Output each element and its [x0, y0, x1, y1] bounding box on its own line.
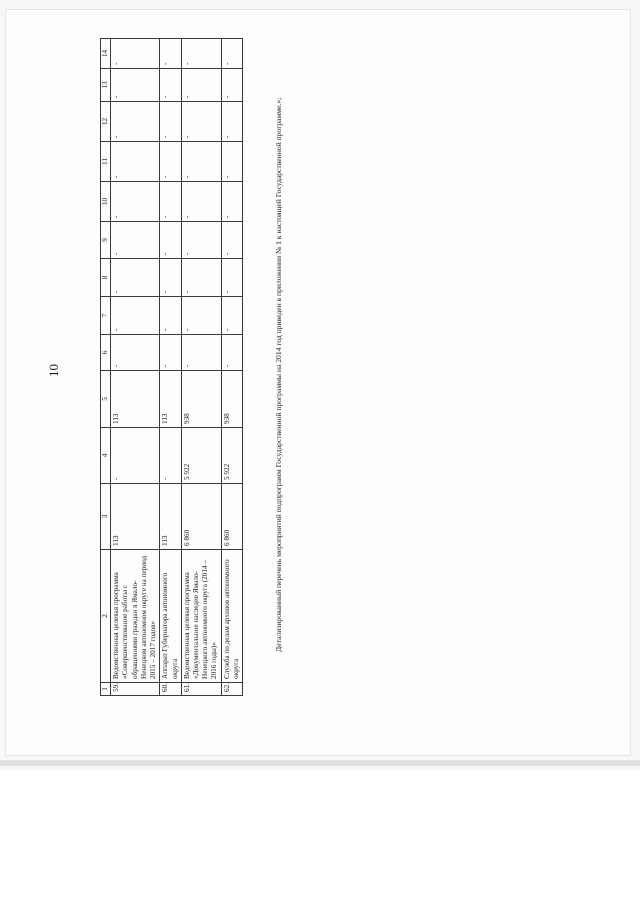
- header-cell: 6: [101, 335, 111, 371]
- value-cell: -: [181, 222, 221, 259]
- header-cell: 9: [101, 222, 111, 259]
- value-cell: 113: [160, 484, 181, 550]
- header-cell: 7: [101, 297, 111, 335]
- value-cell: 6 860: [181, 484, 221, 550]
- header-cell: 4: [101, 428, 111, 484]
- table-row: [221, 39, 242, 696]
- value-cell: -: [160, 259, 181, 297]
- scan-edge-shadow: [0, 760, 640, 766]
- value-cell: -: [160, 102, 181, 142]
- value-cell: 6 860: [221, 484, 242, 550]
- row-number-cell: 61.: [181, 683, 221, 696]
- value-cell: -: [181, 102, 221, 142]
- value-cell: -: [221, 182, 242, 222]
- value-cell: -: [221, 102, 242, 142]
- value-cell: -: [111, 142, 160, 182]
- header-cell: 13: [101, 69, 111, 102]
- value-cell: 938: [181, 371, 221, 428]
- page-number: 10: [46, 364, 61, 377]
- row-title-cell: Аппарат Губернатора автономного округа: [160, 550, 181, 683]
- table-header-row: [101, 39, 111, 696]
- data-table: [100, 38, 243, 696]
- header-cell: 1: [101, 683, 111, 696]
- value-cell: -: [160, 39, 181, 69]
- value-cell: -: [181, 69, 221, 102]
- value-cell: -: [160, 428, 181, 484]
- value-cell: -: [221, 259, 242, 297]
- value-cell: -: [111, 259, 160, 297]
- value-cell: -: [181, 297, 221, 335]
- header-cell: 5: [101, 371, 111, 428]
- value-cell: -: [221, 69, 242, 102]
- header-cell: 2: [101, 550, 111, 683]
- row-number-cell: 60.: [160, 683, 181, 696]
- value-cell: -: [181, 39, 221, 69]
- value-cell: -: [221, 297, 242, 335]
- value-cell: -: [111, 69, 160, 102]
- header-cell: 10: [101, 182, 111, 222]
- value-cell: 113: [160, 371, 181, 428]
- value-cell: -: [111, 102, 160, 142]
- value-cell: -: [221, 39, 242, 69]
- row-title-cell: Ведомственная целевая программа «Совершенствование работы с обращениями граждан в Ямало-Ненецком автономном округе на период 2015 – 2017 годов»: [111, 550, 160, 683]
- header-cell: 11: [101, 142, 111, 182]
- value-cell: -: [160, 142, 181, 182]
- header-cell: 3: [101, 484, 111, 550]
- value-cell: -: [111, 182, 160, 222]
- value-cell: -: [221, 335, 242, 371]
- value-cell: -: [111, 297, 160, 335]
- value-cell: -: [181, 142, 221, 182]
- value-cell: 938: [221, 371, 242, 428]
- value-cell: -: [160, 182, 181, 222]
- value-cell: 113: [111, 371, 160, 428]
- value-cell: -: [111, 428, 160, 484]
- footer-note: Детализированный перечень мероприятий подпрограмм Государственной программы на 2014 год приведен в приложении № 1 к настоящей Государственной программе.»;: [274, 97, 283, 652]
- table-row: [181, 39, 221, 696]
- row-title-cell: Ведомственная целевая программа «Документальное наследие Ямало-Ненецкого автономного округа (2014 – 2016 годы)»: [181, 550, 221, 683]
- value-cell: -: [181, 259, 221, 297]
- value-cell: 113: [111, 484, 160, 550]
- value-cell: -: [160, 222, 181, 259]
- table-row: [111, 39, 160, 696]
- table-row: [160, 39, 181, 696]
- value-cell: -: [221, 142, 242, 182]
- value-cell: -: [160, 69, 181, 102]
- value-cell: -: [160, 335, 181, 371]
- value-cell: -: [221, 222, 242, 259]
- value-cell: -: [181, 182, 221, 222]
- value-cell: 5 922: [221, 428, 242, 484]
- rotated-content: [6, 0, 630, 755]
- value-cell: -: [111, 335, 160, 371]
- value-cell: 5 922: [181, 428, 221, 484]
- row-title-cell: Служба по делам архивов автономного округа: [221, 550, 242, 683]
- header-cell: 8: [101, 259, 111, 297]
- value-cell: -: [181, 335, 221, 371]
- header-cell: 12: [101, 102, 111, 142]
- value-cell: -: [111, 222, 160, 259]
- value-cell: -: [111, 39, 160, 69]
- header-cell: 14: [101, 39, 111, 69]
- row-number-cell: 62.: [221, 683, 242, 696]
- table-body: [111, 39, 243, 696]
- value-cell: -: [160, 297, 181, 335]
- row-number-cell: 59.: [111, 683, 160, 696]
- document-page: [6, 10, 630, 755]
